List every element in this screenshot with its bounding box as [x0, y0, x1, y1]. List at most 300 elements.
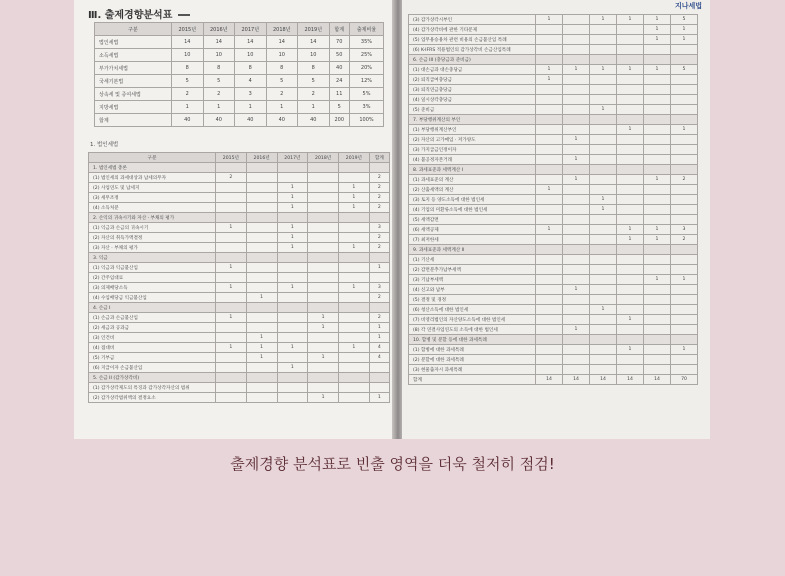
table-cell — [671, 85, 698, 95]
table-cell — [617, 95, 644, 105]
table-header: 2015년 — [172, 23, 204, 36]
table-cell — [563, 365, 590, 375]
table-row — [89, 213, 390, 223]
table-cell — [246, 263, 277, 273]
table-row — [409, 155, 698, 165]
row-label: (7) 비영리법인의 자산양도소득에 대한 법인세 — [409, 315, 536, 325]
table-row — [95, 62, 384, 75]
table-row — [89, 203, 390, 213]
table-cell: 5 — [671, 15, 698, 25]
table-row — [95, 75, 384, 88]
table-row — [409, 85, 698, 95]
table-cell — [671, 95, 698, 105]
table-cell — [590, 345, 617, 355]
table-cell — [277, 273, 308, 283]
table-cell: 5 — [671, 65, 698, 75]
table-cell: 10 — [266, 49, 298, 62]
table-cell: 1 — [644, 65, 671, 75]
summary-table — [94, 22, 384, 127]
row-label: (4) 소득처분 — [89, 203, 216, 213]
table-cell — [644, 155, 671, 165]
row-label: (7) 최저한세 — [409, 235, 536, 245]
table-row — [409, 55, 698, 65]
table-cell — [617, 325, 644, 335]
table-header: 2015년 — [216, 153, 247, 163]
table-cell — [277, 393, 308, 403]
table-cell — [339, 253, 370, 263]
table-cell — [216, 363, 247, 373]
table-cell — [277, 293, 308, 303]
table-cell — [590, 285, 617, 295]
table-cell — [308, 293, 339, 303]
subheading: 1. 법인세법 — [90, 142, 119, 148]
table-cell — [590, 95, 617, 105]
table-cell: 1 — [590, 105, 617, 115]
table-cell — [369, 383, 389, 393]
table-row — [89, 273, 390, 283]
table-cell: 3 — [369, 223, 389, 233]
table-row — [89, 193, 390, 203]
table-cell — [536, 275, 563, 285]
table-cell — [671, 185, 698, 195]
row-label: (2) 사업연도 및 납세지 — [89, 183, 216, 193]
table-cell — [671, 115, 698, 125]
table-cell — [277, 383, 308, 393]
table-cell — [339, 163, 370, 173]
table-cell: 2 — [369, 313, 389, 323]
table-row — [89, 393, 390, 403]
table-cell — [563, 45, 590, 55]
table-row — [89, 313, 390, 323]
table-cell — [339, 353, 370, 363]
table-cell — [536, 145, 563, 155]
table-row — [89, 323, 390, 333]
table-cell: 1 — [563, 65, 590, 75]
row-label: (5) 결정 및 경정 — [409, 295, 536, 305]
table-row — [95, 88, 384, 101]
table-cell — [644, 215, 671, 225]
table-cell — [339, 173, 370, 183]
table-cell: 40 — [235, 114, 267, 127]
row-label: (6) 청산소득에 대한 법인세 — [409, 305, 536, 315]
table-cell — [617, 135, 644, 145]
table-cell — [339, 293, 370, 303]
table-cell — [671, 195, 698, 205]
table-cell: 1 — [590, 65, 617, 75]
table-cell: 5 — [203, 75, 235, 88]
table-row — [409, 275, 698, 285]
table-cell — [644, 85, 671, 95]
table-cell — [277, 313, 308, 323]
table-row — [89, 333, 390, 343]
table-cell: 2 — [369, 233, 389, 243]
table-cell — [590, 25, 617, 35]
table-cell — [246, 193, 277, 203]
row-label: 부가가치세법 — [95, 62, 172, 75]
table-cell: 1 — [277, 203, 308, 213]
table-cell — [644, 95, 671, 105]
row-label: (2) 산출세액의 계산 — [409, 185, 536, 195]
table-cell: 1 — [671, 125, 698, 135]
table-cell — [617, 35, 644, 45]
table-cell — [671, 135, 698, 145]
table-row — [409, 125, 698, 135]
table-cell: 40 — [298, 114, 330, 127]
row-label: (2) 퇴직급여충당금 — [409, 75, 536, 85]
table-cell: 100% — [349, 114, 383, 127]
table-cell — [617, 85, 644, 95]
table-row — [409, 215, 698, 225]
table-cell — [246, 223, 277, 233]
row-label: (6) K-IFRS 적용법인의 감가상각비 손금산입특례 — [409, 45, 536, 55]
table-cell — [590, 125, 617, 135]
table-cell: 1 — [369, 263, 389, 273]
table-cell — [277, 373, 308, 383]
row-label: (6) 세액공제 — [409, 225, 536, 235]
table-cell: 2 — [369, 183, 389, 193]
table-cell — [617, 185, 644, 195]
table-cell — [536, 205, 563, 215]
table-cell: 2 — [369, 243, 389, 253]
table-cell — [216, 353, 247, 363]
table-cell: 1 — [644, 15, 671, 25]
table-row — [89, 343, 390, 353]
table-cell — [563, 295, 590, 305]
table-cell: 14 — [563, 375, 590, 385]
table-cell: 1 — [308, 353, 339, 363]
table-cell — [644, 285, 671, 295]
table-cell: 3 — [671, 225, 698, 235]
table-cell — [617, 285, 644, 295]
table-row — [95, 36, 384, 49]
table-cell — [590, 225, 617, 235]
table-cell — [644, 45, 671, 55]
table-row — [89, 243, 390, 253]
row-label: (4) 불공정자본거래 — [409, 155, 536, 165]
table-cell — [308, 283, 339, 293]
table-cell — [644, 145, 671, 155]
table-cell — [246, 383, 277, 393]
table-cell — [246, 273, 277, 283]
table-cell — [617, 265, 644, 275]
table-row — [409, 285, 698, 295]
table-cell: 1 — [369, 323, 389, 333]
row-label: (1) 익금과 손금의 귀속시기 — [89, 223, 216, 233]
table-cell: 1 — [298, 101, 330, 114]
row-label: (3) 현물출자시 과세특례 — [409, 365, 536, 375]
table-row — [409, 45, 698, 55]
table-cell — [308, 263, 339, 273]
promo-caption: 출제경향 분석표로 빈출 영역을 더욱 철저히 점검! — [230, 455, 555, 473]
table-cell: 1 — [536, 65, 563, 75]
table-cell — [277, 353, 308, 363]
table-cell: 14 — [266, 36, 298, 49]
table-cell: 1 — [590, 15, 617, 25]
section-title: Ⅲ. 출제경향분석표 — [88, 6, 190, 21]
table-cell: 5 — [266, 75, 298, 88]
table-cell — [617, 355, 644, 365]
table-cell — [563, 195, 590, 205]
table-cell — [308, 373, 339, 383]
row-label: (8) 각 연결사업연도의 소득에 대한 법인세 — [409, 325, 536, 335]
table-cell — [644, 165, 671, 175]
table-cell: 4 — [235, 75, 267, 88]
table-cell — [369, 213, 389, 223]
table-cell — [617, 365, 644, 375]
table-cell — [308, 343, 339, 353]
table-cell — [369, 373, 389, 383]
table-cell — [590, 365, 617, 375]
row-label: 8. 과세표준과 세액계산 I — [409, 165, 536, 175]
table-cell — [617, 55, 644, 65]
row-label: (1) 과세표준의 계산 — [409, 175, 536, 185]
table-cell — [536, 255, 563, 265]
table-cell — [671, 305, 698, 315]
table-cell — [536, 35, 563, 45]
table-cell: 5% — [349, 88, 383, 101]
table-cell: 1 — [617, 125, 644, 135]
table-cell — [216, 243, 247, 253]
table-cell: 200 — [329, 114, 349, 127]
table-cell — [339, 393, 370, 403]
table-row — [409, 325, 698, 335]
table-cell — [339, 373, 370, 383]
row-label: 7. 부당행위계산의 부인 — [409, 115, 536, 125]
row-label: (4) 기업의 미환류소득에 대한 법인세 — [409, 205, 536, 215]
table-cell — [339, 383, 370, 393]
table-cell: 14 — [617, 375, 644, 385]
table-cell — [563, 15, 590, 25]
table-cell: 1 — [277, 363, 308, 373]
table-cell — [671, 285, 698, 295]
table-cell: 1 — [216, 263, 247, 273]
publisher-logo: 지나세법 — [674, 2, 702, 10]
table-row — [409, 315, 698, 325]
row-label: (3) 퇴직연금충당금 — [409, 85, 536, 95]
table-row — [89, 363, 390, 373]
table-cell: 2 — [216, 173, 247, 183]
table-cell — [644, 105, 671, 115]
table-cell — [246, 233, 277, 243]
table-cell — [536, 125, 563, 135]
table-cell: 1 — [536, 15, 563, 25]
table-row — [409, 375, 698, 385]
table-cell: 8 — [298, 62, 330, 75]
table-cell — [590, 75, 617, 85]
table-cell — [563, 355, 590, 365]
row-label: (3) 세무조정 — [89, 193, 216, 203]
table-cell — [339, 233, 370, 243]
table-cell — [339, 303, 370, 313]
table-cell — [246, 243, 277, 253]
row-label: 상속세 및 증여세법 — [95, 88, 172, 101]
table-row — [89, 173, 390, 183]
table-cell — [563, 315, 590, 325]
table-cell — [644, 255, 671, 265]
table-header: 합계 — [369, 153, 389, 163]
table-cell: 2 — [298, 88, 330, 101]
table-cell — [590, 265, 617, 275]
table-cell — [308, 173, 339, 183]
table-cell — [617, 295, 644, 305]
table-cell: 8 — [203, 62, 235, 75]
table-cell — [644, 355, 671, 365]
table-cell — [671, 355, 698, 365]
row-label: (1) 감가상각제도의 특징과 감가상각자산의 범위 — [89, 383, 216, 393]
table-cell — [590, 245, 617, 255]
row-label: (5) 준비금 — [409, 105, 536, 115]
table-cell — [563, 255, 590, 265]
table-header: 2017년 — [277, 153, 308, 163]
table-cell — [536, 165, 563, 175]
table-cell: 1 — [216, 223, 247, 233]
table-cell — [617, 165, 644, 175]
table-cell — [671, 315, 698, 325]
row-label: (1) 법인세의 과세대상과 납세의무자 — [89, 173, 216, 183]
table-cell — [277, 263, 308, 273]
table-cell: 35% — [349, 36, 383, 49]
table-row — [409, 265, 698, 275]
row-label: (5) 기부금 — [89, 353, 216, 363]
table-cell: 1 — [536, 185, 563, 195]
table-cell: 2 — [266, 88, 298, 101]
table-cell — [369, 303, 389, 313]
table-cell — [216, 213, 247, 223]
table-cell: 1 — [617, 315, 644, 325]
table-cell: 1 — [644, 275, 671, 285]
row-label: 2. 손익의 귀속시기와 자산 · 부채의 평가 — [89, 213, 216, 223]
table-cell — [536, 355, 563, 365]
row-label: 1. 법인세법 총론 — [89, 163, 216, 173]
table-cell: 1 — [644, 225, 671, 235]
table-cell — [246, 183, 277, 193]
table-header: 2018년 — [308, 153, 339, 163]
table-cell: 1 — [308, 313, 339, 323]
row-label: (3) 감가상각시부인 — [409, 15, 536, 25]
table-row — [95, 114, 384, 127]
table-cell — [216, 333, 247, 343]
table-cell — [308, 333, 339, 343]
table-cell — [563, 125, 590, 135]
table-cell — [644, 125, 671, 135]
table-cell — [644, 75, 671, 85]
table-cell — [563, 35, 590, 45]
table-cell — [644, 185, 671, 195]
table-cell — [536, 365, 563, 375]
table-cell: 8 — [266, 62, 298, 75]
table-cell — [671, 335, 698, 345]
table-cell — [536, 55, 563, 65]
table-cell: 40 — [203, 114, 235, 127]
table-cell: 10 — [235, 49, 267, 62]
table-row — [89, 283, 390, 293]
table-cell — [671, 55, 698, 65]
table-cell: 1 — [277, 343, 308, 353]
table-cell — [246, 213, 277, 223]
table-cell — [216, 183, 247, 193]
table-cell — [671, 295, 698, 305]
table-cell — [277, 163, 308, 173]
table-cell — [671, 145, 698, 155]
table-cell — [590, 235, 617, 245]
table-cell — [536, 305, 563, 315]
table-cell: 8 — [172, 62, 204, 75]
table-cell: 70 — [329, 36, 349, 49]
table-cell — [246, 283, 277, 293]
table-cell — [644, 335, 671, 345]
table-cell — [617, 45, 644, 55]
table-cell: 1 — [246, 333, 277, 343]
table-row — [409, 15, 698, 25]
table-cell — [563, 85, 590, 95]
table-cell — [246, 373, 277, 383]
table-cell — [308, 223, 339, 233]
table-cell — [617, 105, 644, 115]
table-cell: 1 — [563, 155, 590, 165]
table-cell: 14 — [172, 36, 204, 49]
table-cell: 3% — [349, 101, 383, 114]
table-cell — [617, 245, 644, 255]
row-label: (4) 일시상각충당금 — [409, 95, 536, 105]
table-cell: 10 — [172, 49, 204, 62]
table-cell — [536, 245, 563, 255]
table-cell: 1 — [277, 233, 308, 243]
row-label: (5) 업무용승용차 관련 비용의 손금불산입 특례 — [409, 35, 536, 45]
table-cell: 14 — [644, 375, 671, 385]
table-cell — [671, 75, 698, 85]
table-cell: 1 — [369, 333, 389, 343]
table-cell — [216, 233, 247, 243]
table-cell — [644, 205, 671, 215]
table-cell — [246, 313, 277, 323]
table-cell — [369, 363, 389, 373]
table-row — [409, 75, 698, 85]
table-cell: 1 — [590, 195, 617, 205]
table-cell — [369, 273, 389, 283]
table-cell — [216, 203, 247, 213]
table-row — [409, 355, 698, 365]
table-cell — [536, 25, 563, 35]
table-cell — [671, 45, 698, 55]
table-cell: 40 — [172, 114, 204, 127]
table-cell: 5 — [329, 101, 349, 114]
table-row — [89, 163, 390, 173]
table-cell — [216, 293, 247, 303]
table-cell: 2 — [369, 173, 389, 183]
table-header: 구분 — [95, 23, 172, 36]
table-cell: 4 — [369, 353, 389, 363]
table-row — [95, 49, 384, 62]
table-row — [409, 195, 698, 205]
table-cell — [671, 255, 698, 265]
table-cell — [590, 155, 617, 165]
table-cell — [339, 263, 370, 273]
table-cell — [563, 265, 590, 275]
table-cell — [563, 275, 590, 285]
table-cell — [339, 333, 370, 343]
table-cell: 12% — [349, 75, 383, 88]
table-cell: 2 — [203, 88, 235, 101]
table-cell: 1 — [563, 325, 590, 335]
table-cell: 1 — [216, 283, 247, 293]
table-cell: 1 — [203, 101, 235, 114]
table-cell — [563, 345, 590, 355]
table-row — [409, 345, 698, 355]
table-cell — [246, 173, 277, 183]
table-cell — [644, 135, 671, 145]
table-cell: 1 — [246, 353, 277, 363]
table-cell — [563, 55, 590, 65]
